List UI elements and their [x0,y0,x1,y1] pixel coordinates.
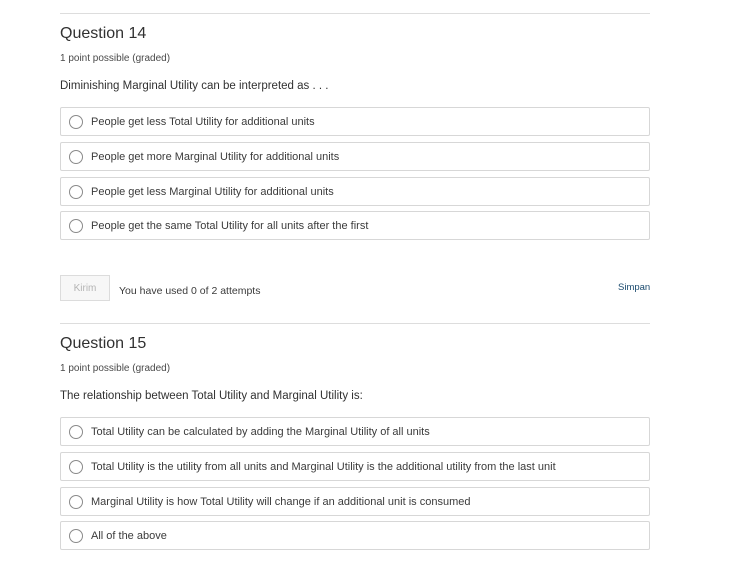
question-title: Question 14 [60,25,147,42]
top-divider [60,13,650,14]
option-label: All of the above [91,529,167,542]
question-points: 1 point possible (graded) [60,53,171,64]
answer-option[interactable] [60,211,650,240]
question-prompt: The relationship between Total Utility and Marginal Utility is: [60,390,363,402]
radio-button-icon[interactable] [69,495,83,509]
option-label: People get less Marginal Utility for additional units [91,185,334,198]
submit-button[interactable]: Kirim [60,275,110,301]
option-label: People get more Marginal Utility for additional units [91,150,340,163]
answer-option[interactable] [60,107,650,136]
radio-button-icon[interactable] [69,115,83,129]
answer-option[interactable] [60,142,650,171]
radio-button-icon[interactable] [69,219,83,233]
answer-option[interactable] [60,452,650,481]
radio-button-icon[interactable] [69,460,83,474]
answer-option[interactable] [60,177,650,206]
question-prompt: Diminishing Marginal Utility can be interpreted as . . . [60,80,329,92]
save-button[interactable]: Simpan [618,282,651,293]
question-title: Question 15 [60,335,147,352]
option-label: Total Utility can be calculated by adding the Marginal Utility of all units [91,425,430,438]
radio-button-icon[interactable] [69,150,83,164]
option-label: People get the same Total Utility for all units after the first [91,219,369,232]
option-label: Marginal Utility is how Total Utility will change if an additional unit is consumed [91,495,471,508]
radio-button-icon[interactable] [69,425,83,439]
question-divider [60,323,650,324]
answer-option[interactable] [60,487,650,516]
answer-option[interactable] [60,521,650,550]
answer-option[interactable] [60,417,650,446]
radio-button-icon[interactable] [69,185,83,199]
radio-button-icon[interactable] [69,529,83,543]
question-points: 1 point possible (graded) [60,363,171,374]
option-label: People get less Total Utility for additional units [91,115,315,128]
option-label: Total Utility is the utility from all units and Marginal Utility is the additional utility from the last unit [91,460,556,473]
attempts-status: You have used 0 of 2 attempts [119,285,261,297]
